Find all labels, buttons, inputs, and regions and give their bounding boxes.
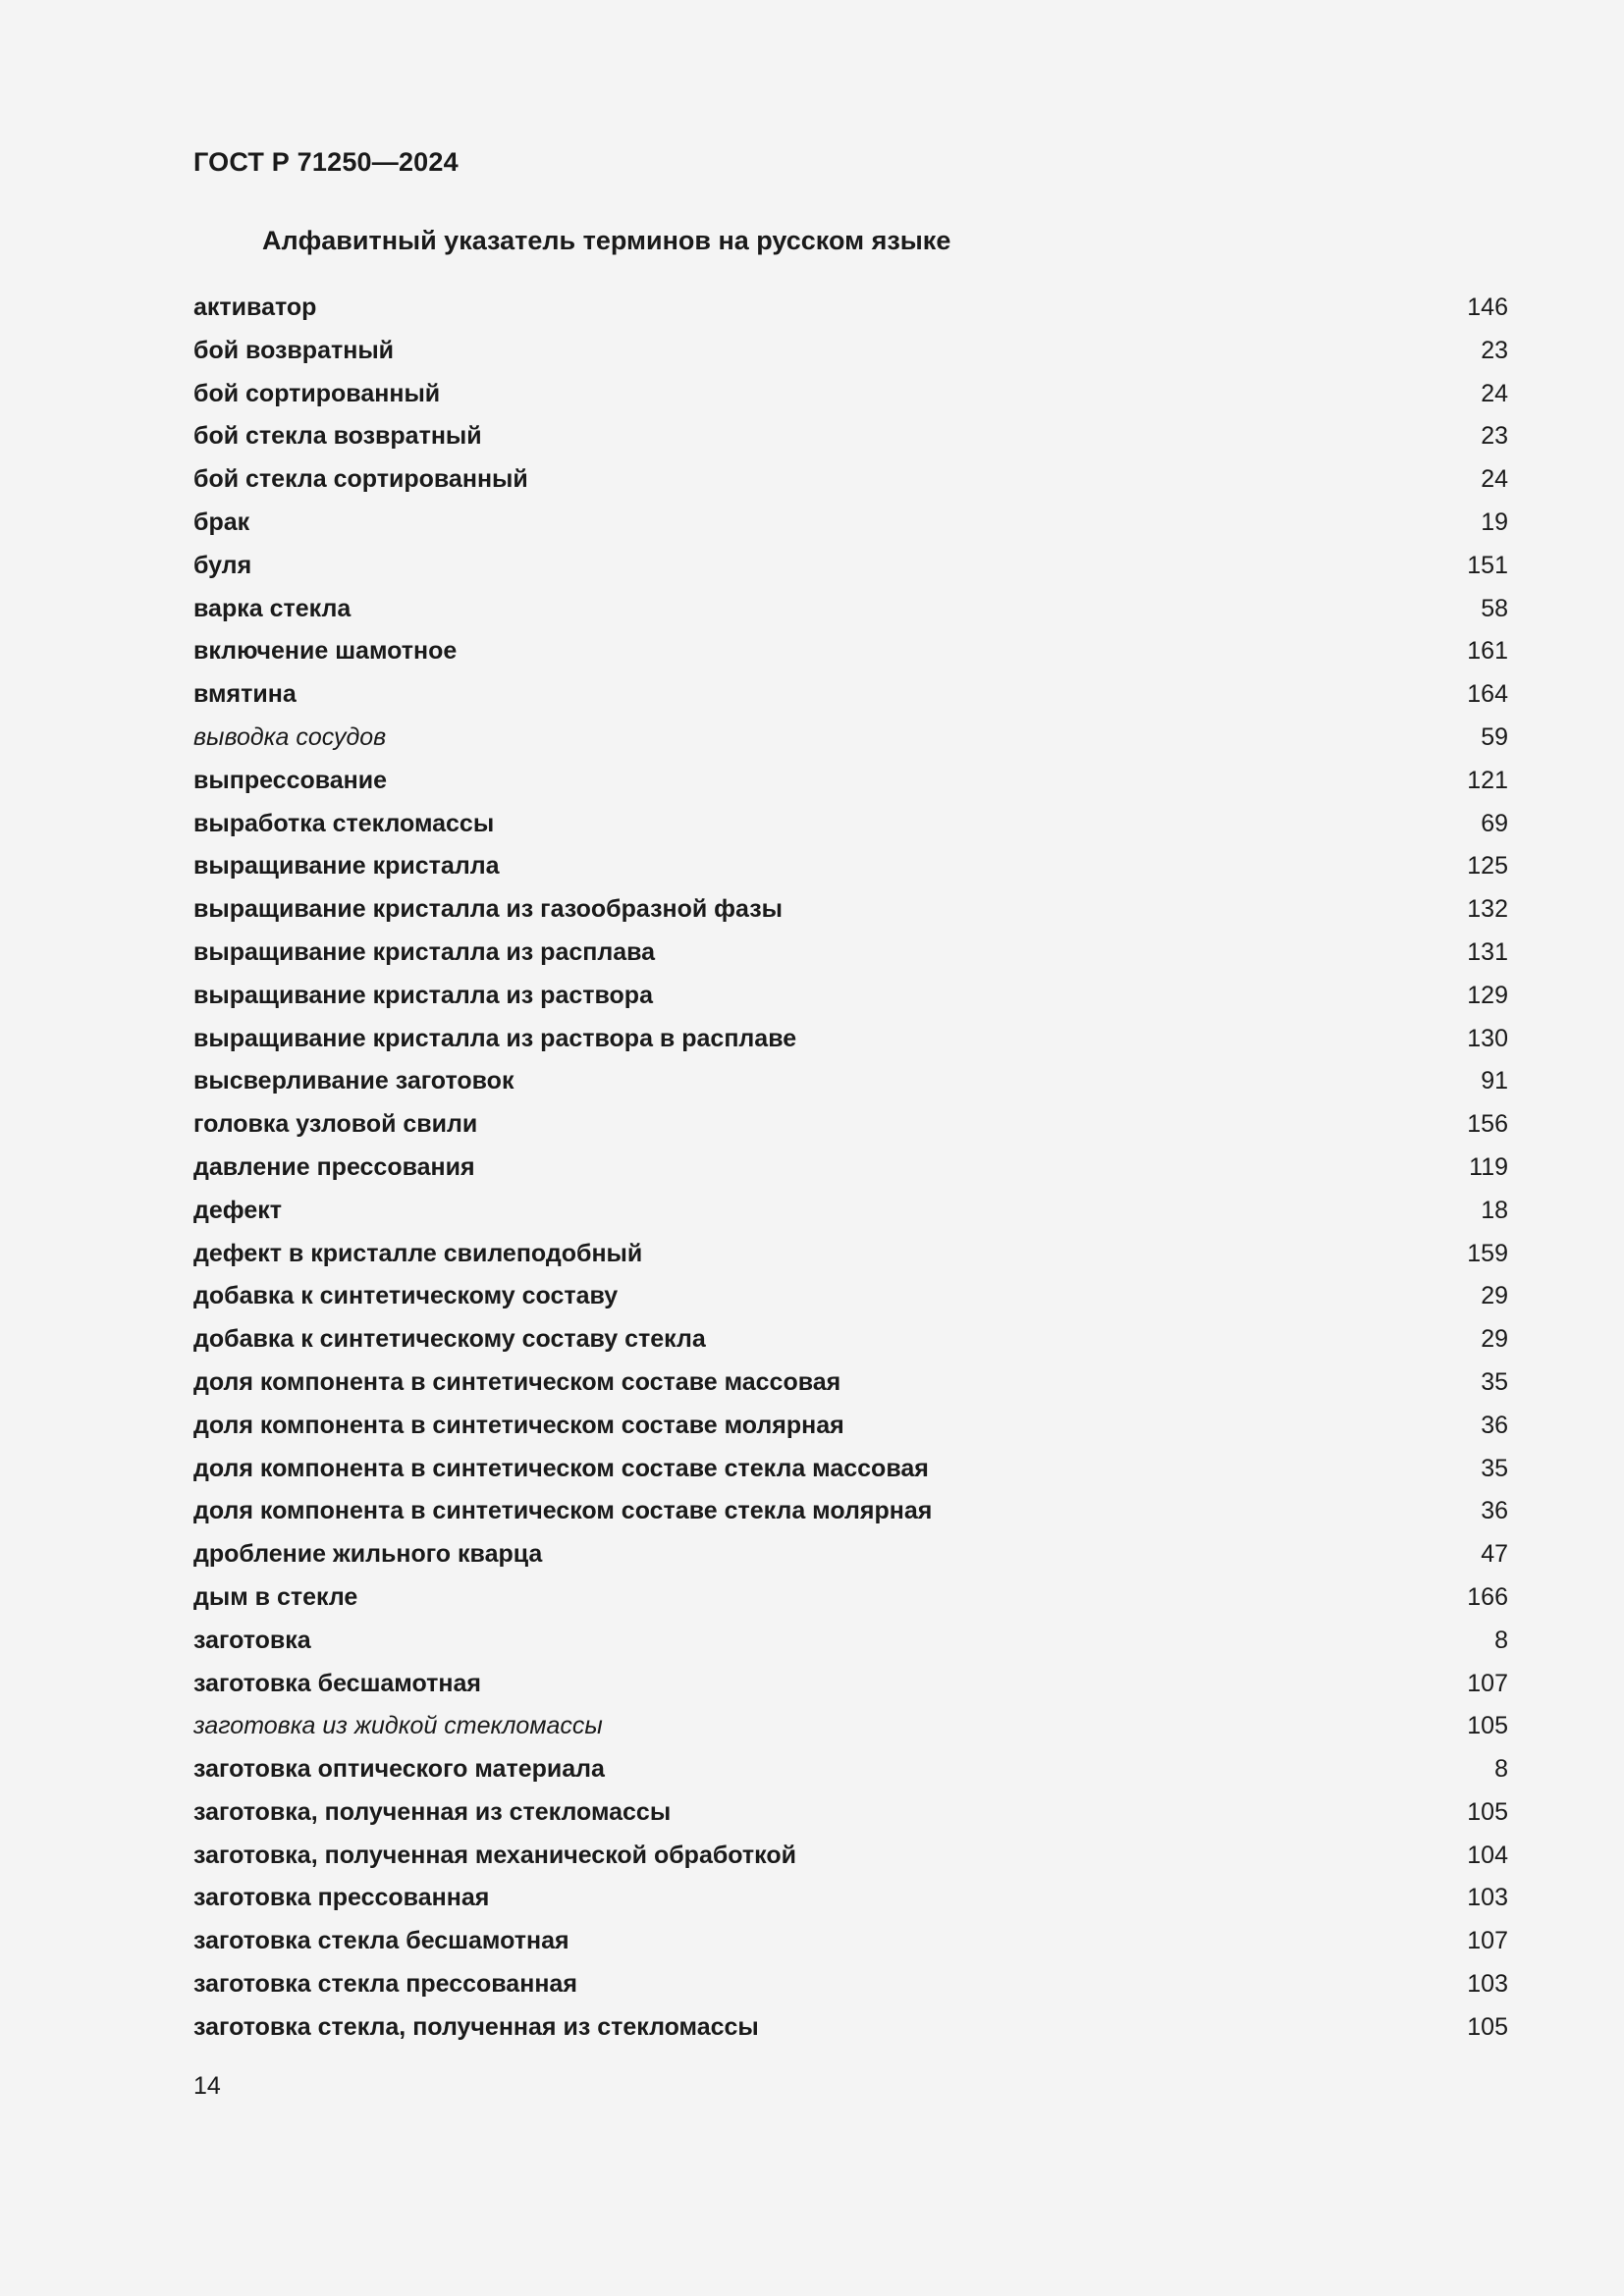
index-entry (193, 632, 1508, 675)
index-entry (193, 675, 1508, 719)
index-term-number: 29 (1481, 1282, 1508, 1310)
index-term: выводка сосудов (193, 722, 387, 751)
index-term-number: 69 (1481, 809, 1508, 837)
index-term-number: 132 (1467, 895, 1508, 924)
index-entry (193, 332, 1508, 375)
index-entry (193, 547, 1508, 590)
index-term-number: 59 (1481, 722, 1508, 751)
index-entry (193, 1148, 1508, 1192)
index-term-number: 105 (1467, 1797, 1508, 1826)
index-term: выращивание кристалла (193, 852, 500, 881)
index-term: бой стекла возвратный (193, 422, 482, 451)
index-term-number: 119 (1469, 1152, 1508, 1181)
index-term-number: 8 (1494, 1626, 1508, 1654)
index-term-number: 23 (1481, 422, 1508, 451)
index-term: дефект (193, 1196, 282, 1224)
index-term-number: 36 (1481, 1411, 1508, 1439)
index-entry (193, 1105, 1508, 1148)
index-term-number: 146 (1467, 294, 1508, 321)
page-number: 14 (193, 2072, 221, 2100)
index-entry (193, 762, 1508, 805)
index-entry (193, 1750, 1508, 1793)
index-term: заготовка прессованная (193, 1884, 490, 1912)
index-term-number: 8 (1494, 1755, 1508, 1784)
index-term: бой стекла сортированный (193, 465, 528, 494)
index-term-number: 103 (1467, 1970, 1508, 1999)
index-entry (193, 504, 1508, 547)
index-term-number: 129 (1467, 981, 1508, 1009)
index-term: заготовка, полученная механической обработкой (193, 1841, 797, 1869)
index-entry (193, 1492, 1508, 1535)
index-entry (193, 1363, 1508, 1407)
index-entry (193, 934, 1508, 977)
document-code: ГОСТ Р 71250—2024 (193, 147, 459, 177)
index-term-number: 130 (1467, 1024, 1508, 1052)
index-term: заготовка стекла прессованная (193, 1970, 577, 1999)
index-entry (193, 1793, 1508, 1837)
index-term: выработка стекломассы (193, 809, 495, 837)
index-term: варка стекла (193, 594, 352, 622)
index-title: Алфавитный указатель терминов на русском языке (262, 226, 951, 255)
index-term-number: 161 (1467, 637, 1508, 666)
index-entry (193, 1235, 1508, 1278)
index-term: дробление жильного кварца (193, 1540, 543, 1569)
index-term: высверливание заготовок (193, 1067, 514, 1095)
index-term: включение шамотное (193, 637, 458, 666)
index-entry (193, 847, 1508, 890)
index-term-number: 24 (1481, 379, 1508, 407)
index-entry (193, 977, 1508, 1020)
index-entry (193, 1407, 1508, 1450)
index-term-number: 131 (1467, 937, 1508, 966)
index-entry (193, 1192, 1508, 1235)
index-term: заготовка из жидкой стекломассы (193, 1712, 603, 1740)
index-term: дефект в кристалле свилеподобный (193, 1239, 643, 1267)
index-entry (193, 1665, 1508, 1708)
index-term: давление прессования (193, 1152, 475, 1181)
index-term: бой сортированный (193, 379, 441, 407)
index-entry (193, 289, 1508, 332)
index-entry (193, 1020, 1508, 1063)
index-term-number: 105 (1467, 1712, 1508, 1740)
index-term: выращивание кристалла из расплава (193, 937, 656, 966)
index-term-number: 29 (1481, 1325, 1508, 1354)
index-term-number: 91 (1481, 1067, 1508, 1095)
index-entry (193, 1578, 1508, 1622)
index-term: выращивание кристалла из раствора (193, 981, 653, 1009)
index-entry (193, 1879, 1508, 1922)
index-term-number: 166 (1467, 1582, 1508, 1611)
index-entry (193, 590, 1508, 633)
index-entry (193, 1535, 1508, 1578)
index-term-number: 104 (1467, 1841, 1508, 1869)
index-term-number: 18 (1481, 1196, 1508, 1224)
index-term-number: 156 (1467, 1110, 1508, 1139)
index-term-number: 23 (1481, 336, 1508, 364)
index-term-number: 125 (1467, 852, 1508, 881)
index-entry (193, 1450, 1508, 1493)
index-entry (193, 890, 1508, 934)
index-entry (193, 1277, 1508, 1320)
index-term: брак (193, 507, 250, 536)
index-term: выращивание кристалла из раствора в расплаве (193, 1024, 797, 1052)
index-term: активатор (193, 294, 317, 321)
index-term: заготовка, полученная из стекломассы (193, 1797, 672, 1826)
index-term: заготовка бесшамотная (193, 1669, 481, 1697)
index-term-number: 47 (1481, 1540, 1508, 1569)
index-term: выпрессование (193, 766, 388, 794)
index-entry (193, 1707, 1508, 1750)
index-entry (193, 375, 1508, 418)
index-term: доля компонента в синтетическом составе молярная (193, 1411, 844, 1439)
index-term-number: 35 (1481, 1367, 1508, 1396)
index-entry (193, 1922, 1508, 1965)
index-term: заготовка стекла, полученная из стекломассы (193, 2012, 759, 2041)
index-entry (193, 805, 1508, 848)
index-term: бой возвратный (193, 336, 395, 364)
index-term: вмятина (193, 680, 297, 709)
index-entry (193, 1622, 1508, 1665)
index-term-number: 35 (1481, 1454, 1508, 1482)
index-term-number: 107 (1467, 1669, 1508, 1697)
index-term: заготовка (193, 1626, 311, 1654)
index-term: дым в стекле (193, 1582, 358, 1611)
index-entry (193, 1837, 1508, 1880)
index-term-number: 159 (1467, 1239, 1508, 1267)
index-term: доля компонента в синтетическом составе стекла массовая (193, 1454, 929, 1482)
index-term: буля (193, 551, 252, 579)
index-term: добавка к синтетическому составу (193, 1282, 619, 1310)
index-term: добавка к синтетическому составу стекла (193, 1325, 706, 1354)
index-entry (193, 1320, 1508, 1363)
index-entry (193, 2008, 1508, 2052)
index-term-number: 58 (1481, 594, 1508, 622)
index-term-number: 107 (1467, 1927, 1508, 1955)
term-index-list (193, 289, 1508, 2052)
index-entry (193, 1062, 1508, 1105)
index-term-number: 24 (1481, 465, 1508, 494)
index-term-number: 151 (1467, 551, 1508, 579)
index-entry (193, 417, 1508, 460)
index-term: заготовка стекла бесшамотная (193, 1927, 569, 1955)
index-term: заготовка оптического материала (193, 1755, 605, 1784)
index-term-number: 121 (1467, 766, 1508, 794)
index-term: доля компонента в синтетическом составе стекла молярная (193, 1497, 933, 1525)
index-term-number: 36 (1481, 1497, 1508, 1525)
index-term: доля компонента в синтетическом составе массовая (193, 1367, 841, 1396)
index-term: выращивание кристалла из газообразной фазы (193, 895, 784, 924)
index-entry (193, 719, 1508, 762)
index-term-number: 164 (1467, 680, 1508, 709)
index-entry (193, 460, 1508, 504)
index-term-number: 103 (1467, 1884, 1508, 1912)
index-term: головка узловой свили (193, 1110, 478, 1139)
index-term-number: 105 (1467, 2012, 1508, 2041)
index-term-number: 19 (1481, 507, 1508, 536)
index-entry (193, 1965, 1508, 2008)
